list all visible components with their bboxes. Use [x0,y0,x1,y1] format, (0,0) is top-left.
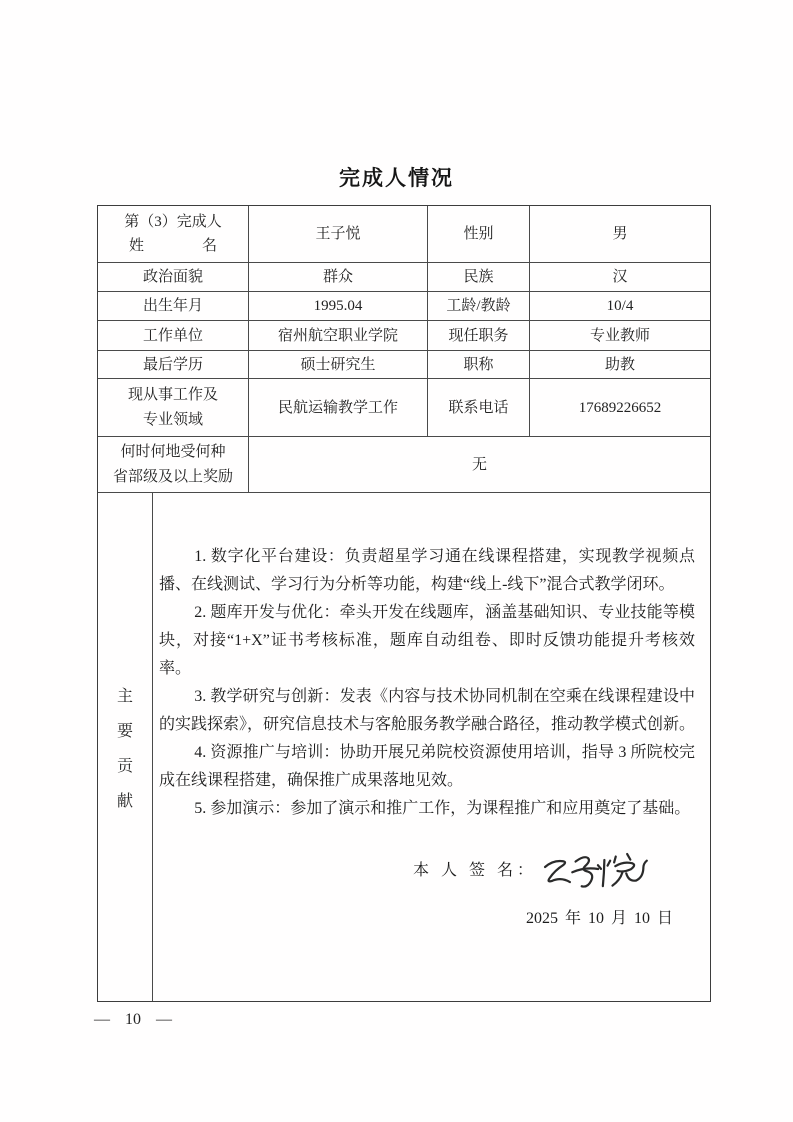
seniority-label: 工龄/教龄 [427,292,529,320]
page-number: — 10 — [94,1011,172,1028]
main-contribution-row [98,492,710,1001]
awards-label-line2: 省部级及以上奖励 [112,468,233,485]
name-label [129,234,217,258]
table-row [98,320,710,350]
table-row [98,206,710,262]
page-title: 完成人情况 [339,167,454,190]
contribution-label-char: 主 [116,688,133,705]
current-work-label-line1: 现从事工作及 [127,386,218,403]
name-label-right-char: 名 [201,238,217,254]
main-contribution-label [98,493,153,1001]
contribution-paragraph: 5. 参加演示：参加了演示和推广工作，为课程推广和应用奠定了基础。 [194,800,691,817]
completer-info-table [97,205,711,1002]
completer-ordinal-label: 第（3）完成人 [124,214,222,230]
current-position-label: 现任职务 [427,321,529,350]
phone-value: 17689226652 [529,379,710,436]
title-label: 职称 [427,351,529,378]
birth-date-label: 出生年月 [142,298,203,314]
ethnicity-value: 汉 [529,263,710,291]
contribution-label-char: 贡 [116,758,133,775]
awards-label-line1: 何时何地受何种 [120,443,226,460]
name-label-left-char: 姓 [129,238,145,254]
employer-value: 宿州航空职业学院 [248,321,427,350]
table-row [98,436,710,492]
table-row [98,378,710,436]
signature-handwriting [538,846,652,902]
contribution-label-char: 要 [116,723,133,740]
political-status-value: 群众 [248,263,427,291]
current-work-label-cell [98,379,248,436]
title-value: 助教 [529,351,710,378]
table-row [98,350,710,378]
political-status-label: 政治面貌 [142,269,203,285]
phone-label: 联系电话 [427,379,529,436]
awards-label-cell [98,437,248,492]
table-row [98,262,710,291]
contribution-label-char: 献 [116,793,133,810]
current-position-value: 专业教师 [529,321,710,350]
ethnicity-label: 民族 [427,263,529,291]
contribution-paragraph: 1. 数字化平台建设：负责超星学习通在线课程搭建，实现教学视频点播、在线测试、学习行为分析等功能，构建“线上-线下”混合式教学闭环。 [159,548,695,593]
table-row [98,291,710,320]
signature-line [159,843,695,893]
main-contribution-content [153,493,710,1001]
employer-label: 工作单位 [142,327,203,344]
awards-value: 无 [248,437,710,492]
seniority-value: 10/4 [529,292,710,320]
education-label: 最后学历 [142,356,203,373]
contribution-paragraph: 2. 题库开发与优化：牵头开发在线题库，涵盖基础知识、专业技能等模块，对接“1+X”证书考核标准，题库自动组卷、即时反馈功能提升考核效率。 [159,604,695,677]
current-work-value: 民航运输教学工作 [248,379,427,436]
completer-name-label-cell [98,206,248,262]
education-value: 硕士研究生 [248,351,427,378]
birth-date-value: 1995.04 [248,292,427,320]
contribution-paragraph: 4. 资源推广与培训：协助开展兄弟院校资源使用培训，指导 3 所院校完成在线课程搭建，确保推广成果落地见效。 [159,744,695,789]
name-value: 王子悦 [248,206,427,262]
current-work-label-line2: 专业领域 [142,411,203,428]
signature-date: 2025 年 10 月 10 日 [525,910,673,927]
contribution-paragraph: 3. 教学研究与创新：发表《内容与技术协同机制在空乘在线课程建设中的实践探索》，研究信息技术与客舱服务教学融合路径，推动教学模式创新。 [159,688,696,733]
gender-value: 男 [529,206,710,262]
signature-label: 本 人 签 名： [412,861,537,879]
gender-label: 性别 [427,206,529,262]
